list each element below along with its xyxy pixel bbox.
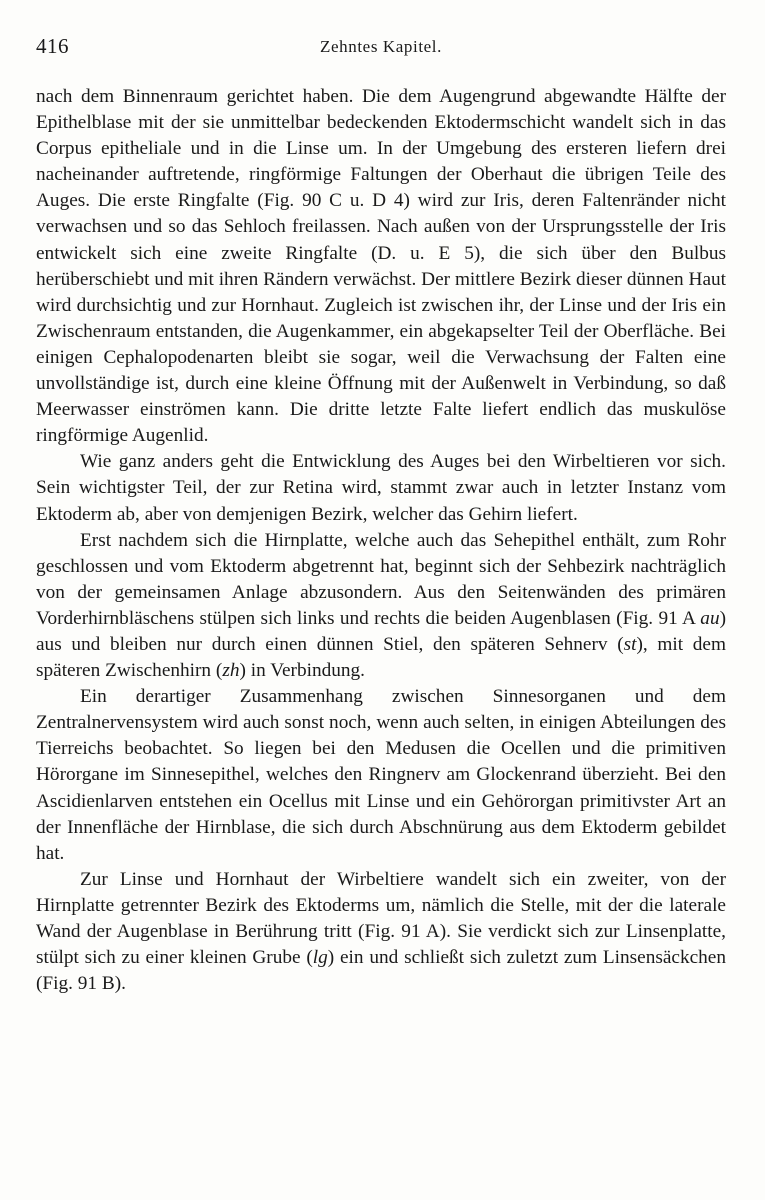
text-run: nach dem Binnenraum gerichtet haben. Die dem Augengrund abgewandte Hälfte der Epithelblase mit der sie unmittelbar bedeckenden Ektodermschicht wandelt sich in das Corpus epitheliale und in die Linse um. In der Umgebung des ersteren liefern drei nacheinander auftretende, ringförmige Faltungen der Oberhaut die übrigen Teile des Auges. Die erste Ringfalte (Fig. 90 C u. D 4) wird zur Iris, deren Faltenränder nicht verwachsen und so das Sehloch freilassen. Nach außen von der Ursprungsstelle der Iris entwickelt sich eine zweite Ringfalte (D. u. E 5), die sich über den Bulbus herüberschiebt und mit ihren Rändern verwächst. Der mittlere Bezirk dieser dünnen Haut wird durchsichtig und zur Hornhaut. Zugleich ist zwischen ihr, der Linse und der Iris ein Zwischenraum entstanden, die Augenkammer, ein abgekapselter Teil der Oberfläche. Bei einigen Cephalopodenarten bleibt sie sogar, weil die Verwachsung der Falten eine unvollständige ist, durch eine kleine Öffnung mit der Außenwelt in Verbindung, so daß Meerwasser einströmen kann. Die dritte letzte Falte liefert endlich das muskulöse ringförmige Augenlid. [36,86,726,447]
running-title: Zehntes Kapitel. [320,37,442,56]
figure-label: lg [312,947,328,969]
body-text [36,84,726,997]
figure-label: zh [222,660,240,682]
text-run: Wie ganz anders geht die Entwicklung des Auges bei den Wirbeltieren vor sich. Sein wichtigster Teil, der zur Retina wird, stammt zwar auch in letzter Instanz vom Ektoderm ab, aber von demjenigen Bezirk, welcher das Gehirn liefert. [36,451,726,525]
text-run: Erst nachdem sich die Hirnplatte, welche auch das Sehepithel enthält, zum Rohr geschlossen und vom Ektoderm abgetrennt hat, beginnt sich der Sehbezirk nachträglich von der gemeinsamen Anlage abzusondern. Aus den Seitenwänden des primären Vorderhirnbläschens stülpen sich links und rechts die beiden Augenblasen (Fig. 91 A [36,529,726,629]
text-run: Ein derartiger Zusammenhang zwischen Sinnesorganen und dem Zentralnervensystem wird auch sonst noch, wenn auch selten, in einigen Abteilungen des Tierreichs beobachtet. So liegen bei den Medusen die Ocellen und die primitiven Hörorgane im Sinnesepithel, welches den Ringnerv am Glockenrand überzieht. Bei den Ascidienlarven entstehen ein Ocellus mit Linse und ein Gehörorgan primitivster Art an der Innenfläche der Hirnblase, die sich durch Abschnürung aus dem Ektoderm gebildet hat. [36,686,726,864]
text-run: ), mit dem späteren Zwischenhirn ( [36,633,726,682]
text-run: Zur Linse und Hornhaut der Wirbeltiere wandelt sich ein zweiter, von der Hirnplatte getrennter Bezirk des Ektoderms um, nämlich die Stelle, mit der die laterale Wand der Augenblase in Berührung tritt (Fig. 91 A). Sie verdickt sich zur Linsenplatte, stülpt sich zu einer kleinen Grube ( [36,868,726,969]
figure-label: st [623,633,637,655]
paragraph [36,684,726,867]
running-head [36,34,726,58]
paragraph [36,449,726,527]
text-run: ) in Verbindung. [239,660,365,682]
page-number: 416 [36,34,69,58]
paragraph [36,867,726,997]
text-run: ) ein und schließt sich zuletzt zum Linsensäckchen (Fig. 91 B). [36,947,726,995]
text-run: ) aus und bleiben nur durch einen dünnen Stiel, den späteren Sehnerv ( [36,607,726,655]
paragraph [36,84,726,449]
figure-label: au [700,607,720,629]
paragraph [36,528,726,685]
